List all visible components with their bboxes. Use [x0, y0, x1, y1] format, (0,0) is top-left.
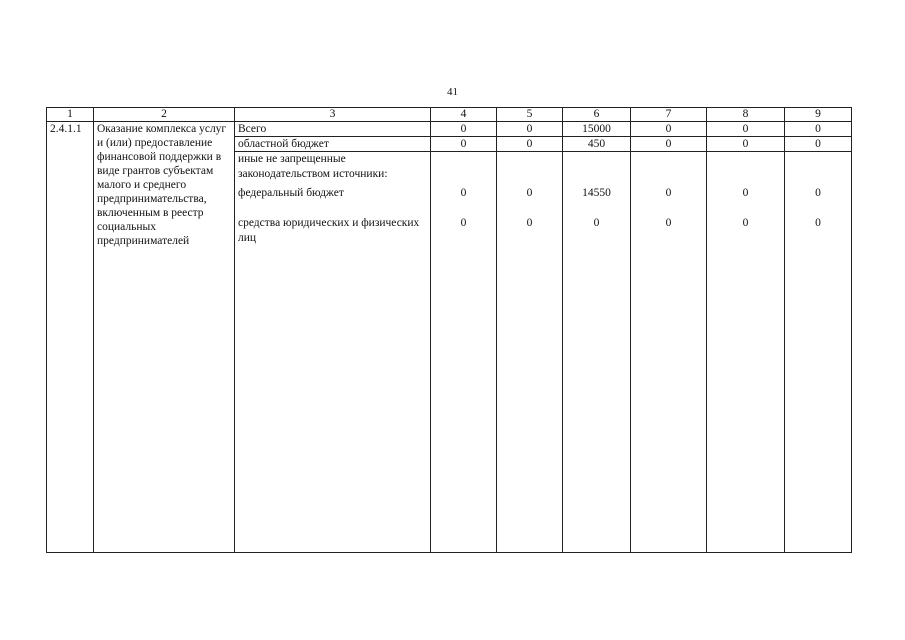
table-row — [47, 122, 852, 137]
item-description: Оказание комплекса услуг и (или) предоставление финансовой поддержки в виде грантов субъектам малого и среднего предпринимательства, включенным в реестр социальных предпринимателей — [94, 122, 235, 553]
value-cell: 14550 — [582, 187, 611, 199]
value-cell: 0 — [431, 137, 497, 152]
budget-table — [46, 107, 852, 553]
value-cell: 0 — [526, 187, 533, 199]
value-column — [431, 152, 497, 553]
value-cell: 0 — [497, 122, 563, 137]
value-cell: 0 — [460, 217, 467, 229]
value-cell: 0 — [707, 137, 785, 152]
value-column — [631, 152, 707, 553]
source-other: иные не запрещенные законодательством источники: — [238, 153, 388, 180]
value-cell: 0 — [665, 217, 672, 229]
source-total: Всего — [235, 122, 431, 137]
header-cell: 4 — [431, 108, 497, 122]
value-cell: 0 — [593, 217, 600, 229]
value-cell: 0 — [526, 217, 533, 229]
value-cell: 0 — [631, 122, 707, 137]
header-cell: 9 — [785, 108, 852, 122]
value-cell: 450 — [563, 137, 631, 152]
value-cell: 15000 — [563, 122, 631, 137]
value-column — [785, 152, 852, 553]
page-number: 41 — [447, 86, 458, 98]
value-cell: 0 — [742, 187, 749, 199]
source-federal: федеральный бюджет — [238, 187, 344, 199]
value-cell: 0 — [815, 187, 821, 199]
source-regional: областной бюджет — [235, 137, 431, 152]
value-cell: 0 — [785, 137, 852, 152]
value-column — [707, 152, 785, 553]
header-cell: 5 — [497, 108, 563, 122]
value-cell: 0 — [815, 217, 821, 229]
value-cell: 0 — [707, 122, 785, 137]
header-cell: 7 — [631, 108, 707, 122]
header-cell: 1 — [47, 108, 94, 122]
value-cell: 0 — [665, 187, 672, 199]
source-legal-entities: средства юридических и физических лиц — [238, 217, 420, 244]
header-cell: 6 — [563, 108, 631, 122]
value-cell: 0 — [431, 122, 497, 137]
source-list — [235, 152, 431, 553]
value-cell: 0 — [631, 137, 707, 152]
value-column — [497, 152, 563, 553]
header-cell: 2 — [94, 108, 235, 122]
value-column — [563, 152, 631, 553]
header-cell: 3 — [235, 108, 431, 122]
item-code: 2.4.1.1 — [47, 122, 94, 553]
value-cell: 0 — [497, 137, 563, 152]
value-cell: 0 — [460, 187, 467, 199]
header-row — [47, 108, 852, 122]
header-cell: 8 — [707, 108, 785, 122]
value-cell: 0 — [785, 122, 852, 137]
value-cell: 0 — [742, 217, 749, 229]
